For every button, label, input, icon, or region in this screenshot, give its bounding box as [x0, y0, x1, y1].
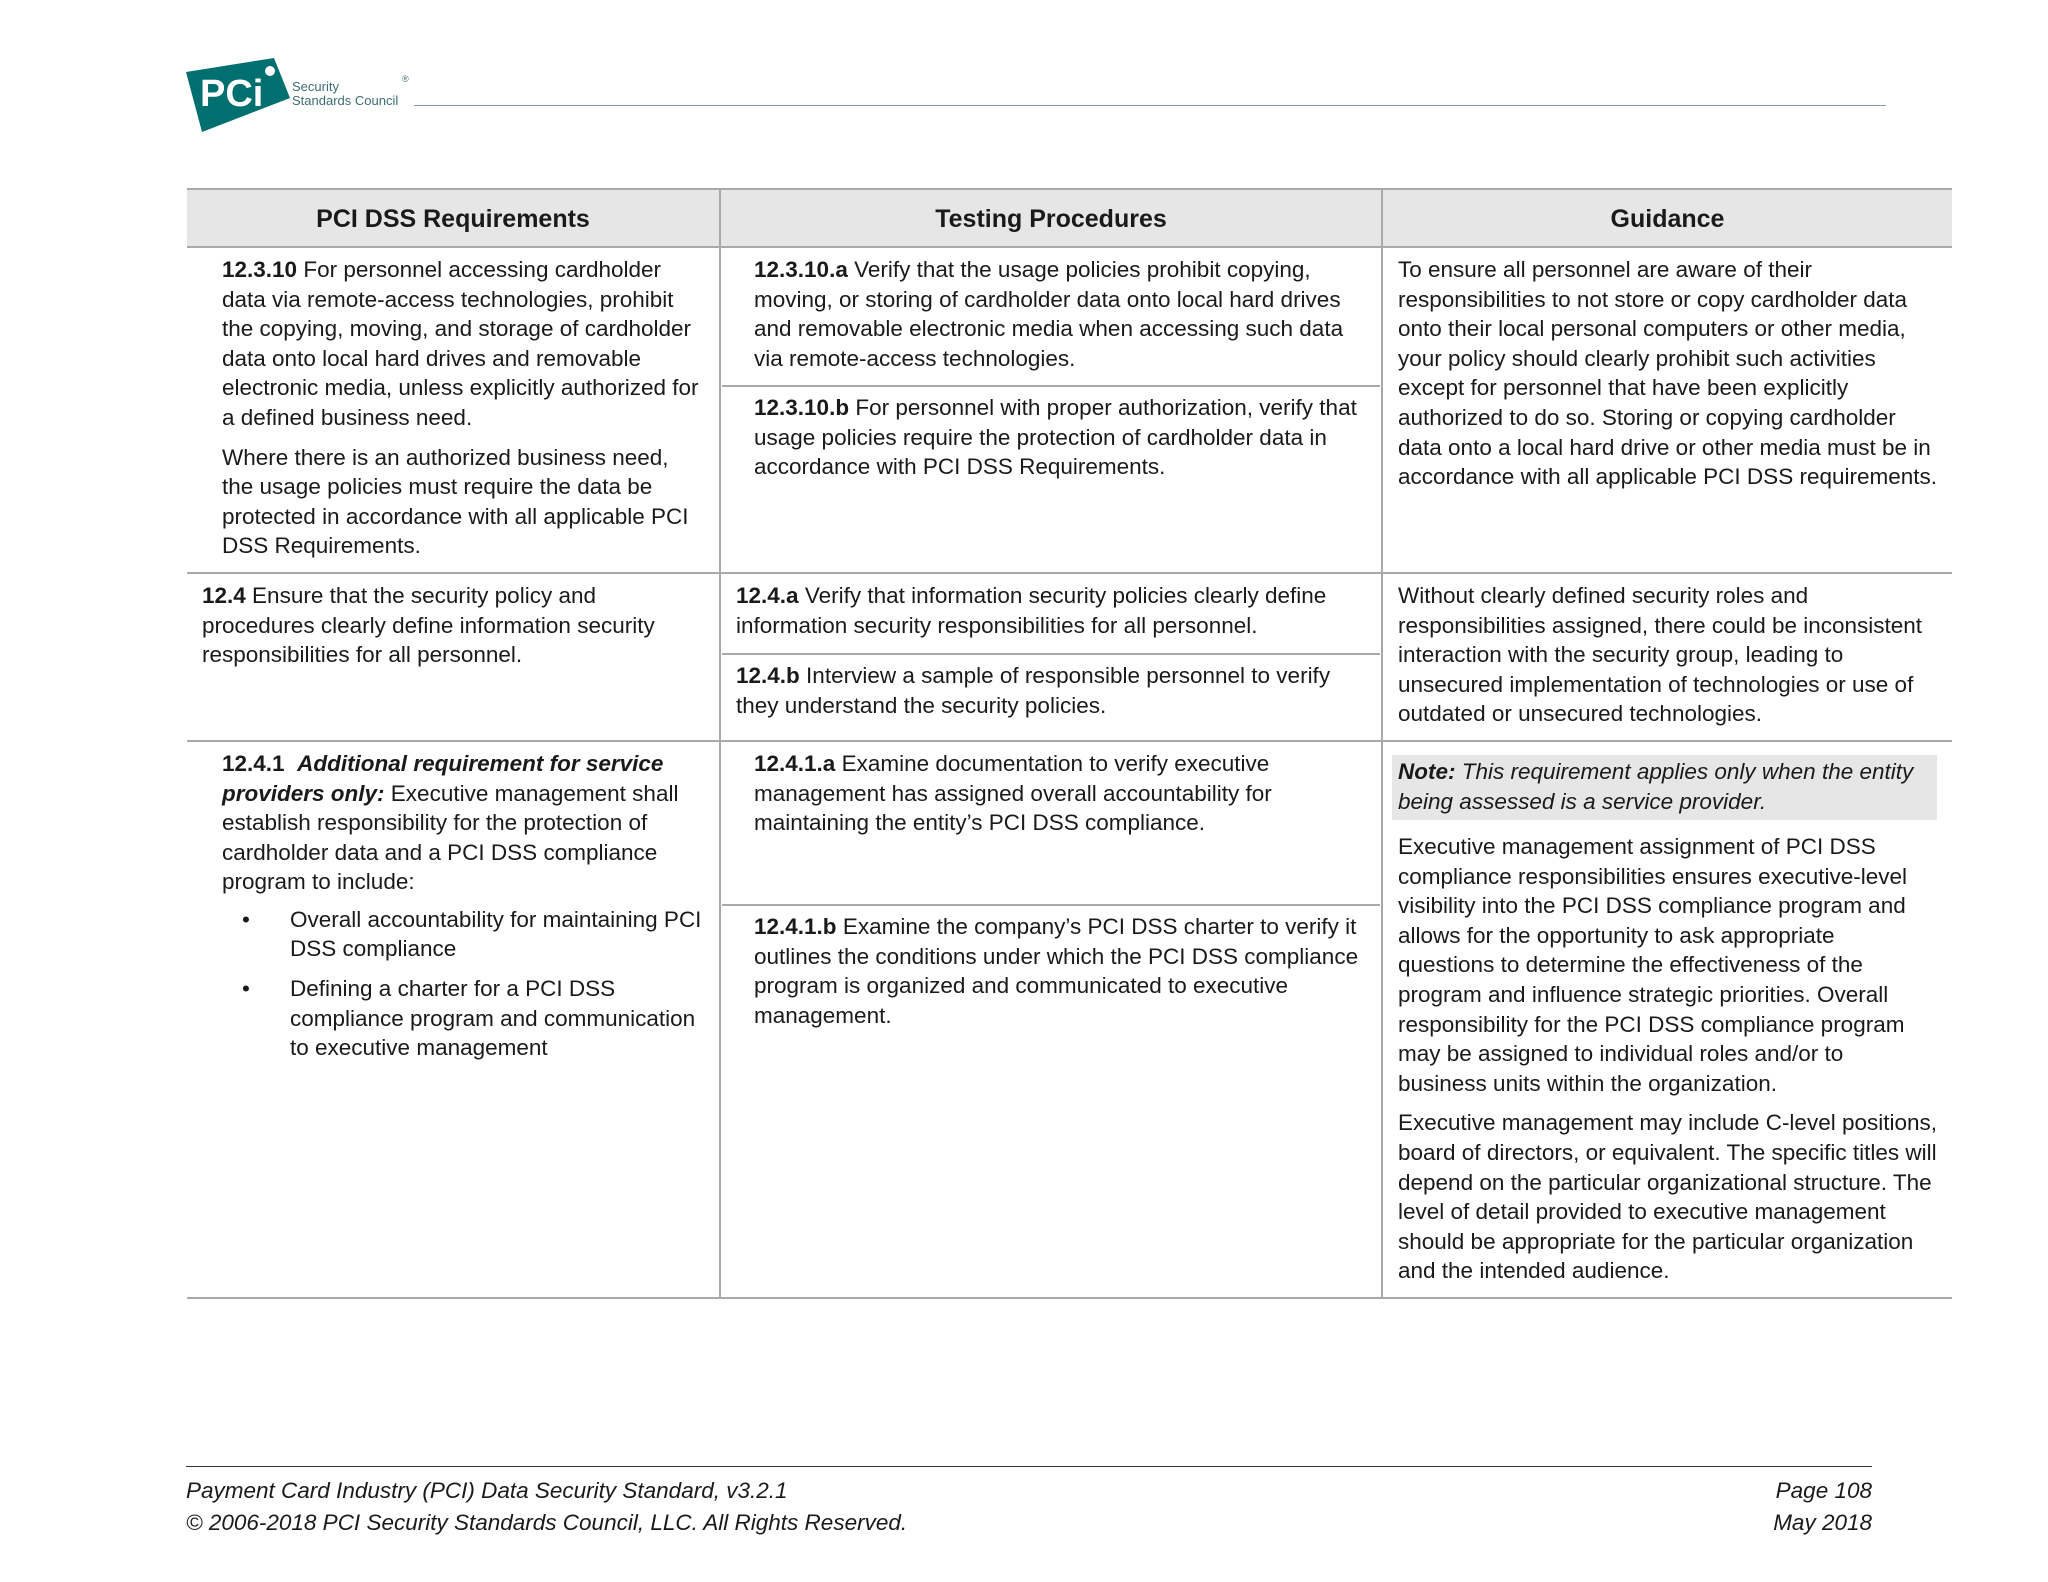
requirement-text: 12.4.1 Additional requirement for service providers only: Executive management shall establish responsibility for the protection of cardholder data and a PCI DSS compliance program to include:: [222, 750, 679, 895]
requirement-id: 12.4.1: [222, 750, 285, 776]
logo-wordmark: [292, 80, 398, 108]
procedure-id: 12.3.10.b: [754, 395, 850, 420]
testing-procedure: 12.3.10.a Verify that the usage policies prohibit copying, moving, or storing of cardholder data onto local hard drives and removable electronic media when accessing such data via remote-access technologies.: [754, 257, 1344, 371]
footer-document-title: Payment Card Industry (PCI) Data Security Standard, v3.2.1: [186, 1478, 788, 1503]
requirement-qualifier: Additional requirement for service providers only:: [222, 750, 664, 806]
testing-procedure: 12.4.1.a Examine documentation to verify executive management has assigned overall accountability for maintaining the entity’s PCI DSS compliance.: [754, 750, 1272, 836]
requirements-table: [187, 188, 1952, 1299]
page-footer: [186, 1466, 1872, 1539]
guidance-text: Executive management assignment of PCI DSS compliance responsibilities ensures executive-level visibility into the PCI DSS compliance program and allows for the opportunity to ask appropriate questions to determine the effectiveness of the program and influence strategic priorities. Overall responsibility for the PCI DSS compliance program may be assigned to individual roles and/or to business units within the organization.: [1398, 834, 1907, 1096]
requirement-text: 12.4 Ensure that the security policy and procedures clearly define information security responsibilities for all personnel.: [202, 582, 655, 668]
guidance-text: Without clearly defined security roles and responsibilities assigned, there could be inconsistent interaction with the security group, leading to unsecured implementation of technologies or use of outdated or unsecured technologies.: [1398, 582, 1923, 727]
logo-mark-text: PCi: [200, 73, 264, 115]
procedure-id: 12.4.a: [736, 582, 799, 608]
procedure-id: 12.4.b: [736, 662, 800, 688]
requirement-paragraph: Where there is an authorized business need, the usage policies must require the data be protected in accordance with all applicable PCI DSS Requirements.: [222, 444, 689, 559]
registered-mark: ®: [402, 74, 409, 84]
note-label: Note:: [1398, 758, 1456, 784]
table-row: [187, 741, 1952, 1298]
testing-procedure: 12.3.10.b For personnel with proper authorization, verify that usage policies require the protection of cardholder data in accordance with PCI DSS Requirements.: [722, 385, 1380, 492]
guidance-cell: [1382, 741, 1952, 1298]
logo-line-1: Security: [292, 79, 339, 94]
testing-procedures-cell: [720, 247, 1382, 573]
footer-copyright: © 2006-2018 PCI Security Standards Council, LLC. All Rights Reserved.: [186, 1510, 908, 1535]
pci-logo: [186, 58, 422, 132]
column-header-requirements: PCI DSS Requirements: [187, 189, 720, 247]
logo-line-2: Standards Council: [292, 93, 399, 108]
list-item: • Defining a charter for a PCI DSS compliance program and communication to executive management: [222, 974, 704, 1063]
procedure-id: 12.4.1.b: [754, 913, 837, 939]
requirement-id: 12.4: [202, 582, 246, 608]
requirement-bullets: [222, 905, 704, 1063]
header-rule: [414, 105, 1886, 106]
column-header-guidance: Guidance: [1382, 189, 1952, 247]
guidance-cell: [1382, 573, 1952, 741]
footer-date: May 2018: [1773, 1510, 1872, 1535]
guidance-text: To ensure all personnel are aware of their responsibilities to not store or copy cardholder data onto their local personal computers or other media, your policy should clearly prohibit such activities except for personnel that have been explicitly authorized to do so. Storing or copying cardholder data onto a local hard drive or other media must be in accordance with all applicable PCI DSS requirements.: [1398, 257, 1938, 490]
requirement-id: 12.3.10: [222, 257, 298, 282]
testing-procedure: 12.4.1.b Examine the company’s PCI DSS charter to verify it outlines the conditions under which the PCI DSS compliance program is organized and communicated to executive management.: [722, 904, 1380, 1040]
testing-procedures-cell: [720, 573, 1382, 741]
page-header: [186, 58, 1886, 138]
guidance-cell: [1382, 247, 1952, 573]
requirement-cell: [187, 247, 720, 573]
requirement-cell: [187, 573, 720, 741]
column-header-testing-procedures: Testing Procedures: [720, 189, 1382, 247]
list-item: • Overall accountability for maintaining PCI DSS compliance: [222, 905, 704, 964]
footer-page-number: Page 108: [1775, 1478, 1872, 1503]
testing-procedures-cell: [720, 741, 1382, 1298]
guidance-text: Executive management may include C-level positions, board of directors, or equivalent. The specific titles will depend on the particular organizational structure. The level of detail provided to executive management should be appropriate for the particular organization and the intended audience.: [1398, 1110, 1938, 1284]
service-provider-note: Note: This requirement applies only when the entity being assessed is a service provider.: [1392, 755, 1937, 820]
table-row: [187, 247, 1952, 573]
testing-procedure: 12.4.a Verify that information security policies clearly define information security responsibilities for all personnel.: [736, 582, 1327, 638]
testing-procedure: 12.4.b Interview a sample of responsible personnel to verify they understand the security policies.: [722, 653, 1380, 730]
procedure-id: 12.3.10.a: [754, 257, 848, 282]
table-row: [187, 573, 1952, 741]
table-header-row: [187, 189, 1952, 247]
requirement-cell: [187, 741, 720, 1298]
requirement-text: 12.3.10 For personnel accessing cardholder data via remote-access technologies, prohibit the copying, moving, and storage of cardholder data onto local hard drives and removable electronic media, unless explicitly authorized for a defined business need.: [222, 257, 699, 430]
procedure-id: 12.4.1.a: [754, 750, 836, 776]
pci-logo-mark-icon: [186, 58, 292, 132]
